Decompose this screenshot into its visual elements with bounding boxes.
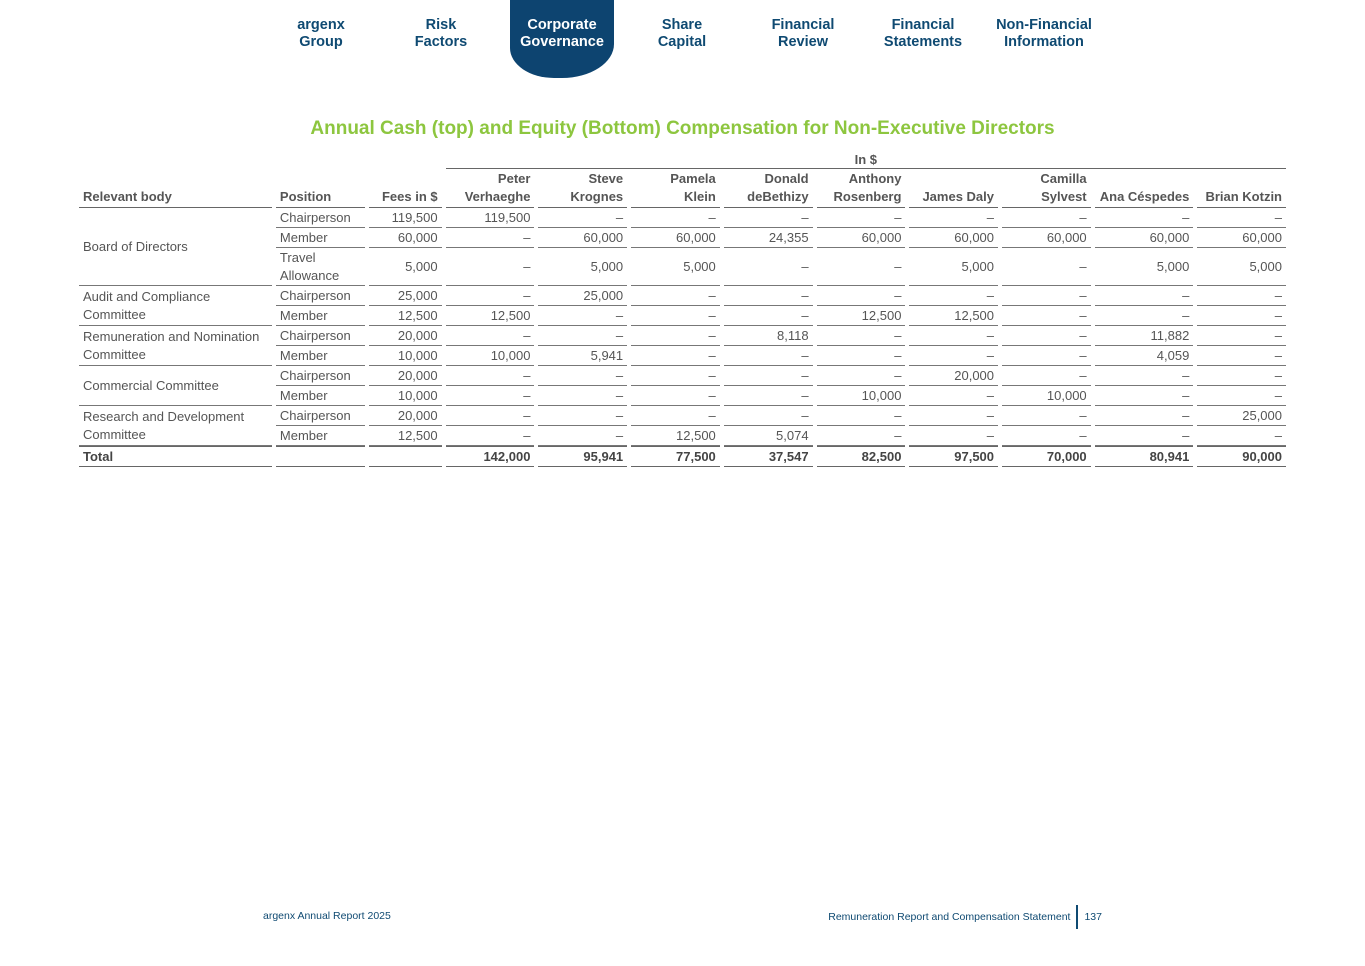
table-row bbox=[79, 208, 1286, 228]
header-group-row bbox=[79, 150, 1286, 169]
tab-label: Risk Factors bbox=[414, 17, 468, 50]
amount-cell: – bbox=[909, 208, 998, 228]
amount-cell: – bbox=[1095, 306, 1194, 326]
amount-cell: – bbox=[909, 286, 998, 306]
amount-cell: 60,000 bbox=[538, 228, 627, 248]
amount-cell: – bbox=[538, 386, 627, 406]
footer-page-info bbox=[828, 905, 1102, 929]
amount-cell: 5,000 bbox=[1095, 248, 1194, 286]
amount-cell: – bbox=[1095, 208, 1194, 228]
relevant-body-cell: Research and Development Committee bbox=[79, 406, 272, 446]
column-header: Anthony Rosenberg bbox=[817, 169, 906, 208]
amount-cell: – bbox=[1095, 286, 1194, 306]
footer-divider bbox=[1076, 905, 1078, 929]
fee-cell: 20,000 bbox=[369, 366, 442, 386]
empty-cell bbox=[276, 446, 365, 467]
amount-cell: – bbox=[1002, 286, 1091, 306]
amount-cell: – bbox=[1197, 346, 1286, 366]
total-amount-cell: 90,000 bbox=[1197, 446, 1286, 467]
amount-cell: 12,500 bbox=[631, 426, 720, 446]
amount-cell: – bbox=[538, 426, 627, 446]
amount-cell: – bbox=[538, 366, 627, 386]
amount-cell: 12,500 bbox=[446, 306, 535, 326]
amount-cell: – bbox=[724, 208, 813, 228]
fee-cell: 12,500 bbox=[369, 426, 442, 446]
amount-cell: – bbox=[1002, 248, 1091, 286]
fee-cell: 10,000 bbox=[369, 346, 442, 366]
amount-cell: – bbox=[446, 426, 535, 446]
amount-cell: 5,074 bbox=[724, 426, 813, 446]
column-header: Brian Kotzin bbox=[1197, 169, 1286, 208]
relevant-body-cell: Commercial Committee bbox=[79, 366, 272, 406]
amount-cell: – bbox=[909, 346, 998, 366]
column-header: Pamela Klein bbox=[631, 169, 720, 208]
table-row bbox=[79, 406, 1286, 426]
amount-cell: – bbox=[1197, 326, 1286, 346]
amount-cell: – bbox=[1002, 208, 1091, 228]
tab-financial-statements[interactable] bbox=[871, 0, 975, 78]
amount-cell: – bbox=[817, 208, 906, 228]
fee-cell: 20,000 bbox=[369, 406, 442, 426]
amount-cell: 5,941 bbox=[538, 346, 627, 366]
amount-cell: – bbox=[631, 386, 720, 406]
position-cell: Chairperson bbox=[276, 326, 365, 346]
amount-cell: – bbox=[1095, 366, 1194, 386]
tab-argenx-group[interactable] bbox=[269, 0, 373, 78]
tab-corporate-governance[interactable] bbox=[510, 0, 614, 78]
table-row bbox=[79, 366, 1286, 386]
amount-cell: – bbox=[1095, 406, 1194, 426]
relevant-body-cell: Remuneration and Nomination Committee bbox=[79, 326, 272, 366]
position-cell: Member bbox=[276, 426, 365, 446]
fee-cell: 60,000 bbox=[369, 228, 442, 248]
amount-cell: 60,000 bbox=[1095, 228, 1194, 248]
amount-cell: – bbox=[446, 406, 535, 426]
amount-cell: – bbox=[1002, 306, 1091, 326]
amount-cell: – bbox=[1197, 386, 1286, 406]
table-row bbox=[79, 326, 1286, 346]
amount-cell: 25,000 bbox=[538, 286, 627, 306]
amount-cell: 25,000 bbox=[1197, 406, 1286, 426]
amount-cell: – bbox=[446, 248, 535, 286]
amount-cell: – bbox=[817, 248, 906, 286]
amount-cell: – bbox=[1197, 306, 1286, 326]
amount-cell: – bbox=[446, 286, 535, 306]
amount-cell: – bbox=[724, 406, 813, 426]
column-header: Position bbox=[276, 169, 365, 208]
amount-cell: – bbox=[817, 286, 906, 306]
amount-cell: – bbox=[446, 228, 535, 248]
currency-group-header: In $ bbox=[446, 150, 1286, 169]
fee-cell: 119,500 bbox=[369, 208, 442, 228]
column-header: James Daly bbox=[909, 169, 998, 208]
column-header-row bbox=[79, 169, 1286, 208]
column-header: Camilla Sylvest bbox=[1002, 169, 1091, 208]
amount-cell: – bbox=[446, 386, 535, 406]
amount-cell: – bbox=[538, 306, 627, 326]
position-cell: Chairperson bbox=[276, 406, 365, 426]
amount-cell: 5,000 bbox=[631, 248, 720, 286]
amount-cell: 5,000 bbox=[538, 248, 627, 286]
tab-label: argenx Group bbox=[297, 17, 345, 50]
column-header: Relevant body bbox=[79, 169, 272, 208]
fee-cell: 25,000 bbox=[369, 286, 442, 306]
relevant-body-cell: Audit and Compliance Committee bbox=[79, 286, 272, 326]
column-header: Fees in $ bbox=[369, 169, 442, 208]
amount-cell: – bbox=[538, 326, 627, 346]
compensation-table bbox=[75, 150, 1290, 467]
amount-cell: 10,000 bbox=[1002, 386, 1091, 406]
amount-cell: – bbox=[631, 286, 720, 306]
amount-cell: – bbox=[724, 386, 813, 406]
amount-cell: – bbox=[446, 366, 535, 386]
amount-cell: – bbox=[631, 326, 720, 346]
tab-label: Share Capital bbox=[657, 17, 707, 50]
table-title: Annual Cash (top) and Equity (Bottom) Compensation for Non-Executive Directors bbox=[310, 118, 1055, 139]
fee-cell: 10,000 bbox=[369, 386, 442, 406]
total-amount-cell: 77,500 bbox=[631, 446, 720, 467]
amount-cell: 60,000 bbox=[1197, 228, 1286, 248]
amount-cell: – bbox=[1002, 326, 1091, 346]
amount-cell: 119,500 bbox=[446, 208, 535, 228]
amount-cell: 10,000 bbox=[446, 346, 535, 366]
position-cell: Chairperson bbox=[276, 366, 365, 386]
tab-label: Financial Statements bbox=[883, 17, 963, 50]
relevant-body-cell: Board of Directors bbox=[79, 208, 272, 286]
tab-non-financial-information[interactable] bbox=[992, 0, 1096, 78]
position-cell: Member bbox=[276, 228, 365, 248]
amount-cell: – bbox=[631, 406, 720, 426]
amount-cell: – bbox=[817, 406, 906, 426]
column-header: Donald deBethizy bbox=[724, 169, 813, 208]
amount-cell: – bbox=[817, 366, 906, 386]
total-amount-cell: 80,941 bbox=[1095, 446, 1194, 467]
amount-cell: – bbox=[817, 346, 906, 366]
amount-cell: – bbox=[724, 306, 813, 326]
amount-cell: – bbox=[1002, 426, 1091, 446]
amount-cell: 60,000 bbox=[631, 228, 720, 248]
amount-cell: – bbox=[1095, 386, 1194, 406]
amount-cell: 12,500 bbox=[909, 306, 998, 326]
amount-cell: – bbox=[631, 208, 720, 228]
amount-cell: – bbox=[909, 426, 998, 446]
total-amount-cell: 82,500 bbox=[817, 446, 906, 467]
total-row bbox=[79, 446, 1286, 467]
tab-label: Corporate Governance bbox=[520, 17, 604, 50]
amount-cell: 20,000 bbox=[909, 366, 998, 386]
amount-cell: – bbox=[724, 248, 813, 286]
amount-cell: – bbox=[724, 366, 813, 386]
amount-cell: 8,118 bbox=[724, 326, 813, 346]
amount-cell: – bbox=[909, 386, 998, 406]
fee-cell: 5,000 bbox=[369, 248, 442, 286]
amount-cell: 60,000 bbox=[817, 228, 906, 248]
amount-cell: – bbox=[631, 306, 720, 326]
position-cell: Member bbox=[276, 346, 365, 366]
table-body bbox=[79, 208, 1286, 467]
amount-cell: – bbox=[631, 366, 720, 386]
total-amount-cell: 95,941 bbox=[538, 446, 627, 467]
tab-financial-review[interactable] bbox=[751, 0, 855, 78]
tab-label: Financial Review bbox=[771, 17, 835, 50]
amount-cell: – bbox=[724, 286, 813, 306]
position-cell: Chairperson bbox=[276, 208, 365, 228]
amount-cell: – bbox=[1002, 366, 1091, 386]
amount-cell: – bbox=[817, 426, 906, 446]
amount-cell: – bbox=[1095, 426, 1194, 446]
amount-cell: – bbox=[631, 346, 720, 366]
total-amount-cell: 142,000 bbox=[446, 446, 535, 467]
empty-cell bbox=[369, 446, 442, 467]
amount-cell: – bbox=[909, 326, 998, 346]
table-row bbox=[79, 286, 1286, 306]
tab-label: Non-Financial Information bbox=[996, 17, 1092, 50]
amount-cell: 12,500 bbox=[817, 306, 906, 326]
amount-cell: 11,882 bbox=[1095, 326, 1194, 346]
amount-cell: 4,059 bbox=[1095, 346, 1194, 366]
amount-cell: – bbox=[446, 326, 535, 346]
position-cell: Member bbox=[276, 306, 365, 326]
footer-report-name: argenx Annual Report 2025 bbox=[263, 910, 391, 922]
tab-share-capital[interactable] bbox=[630, 0, 734, 78]
total-amount-cell: 97,500 bbox=[909, 446, 998, 467]
position-cell: Chairperson bbox=[276, 286, 365, 306]
amount-cell: – bbox=[1002, 406, 1091, 426]
position-cell: Travel Allowance bbox=[276, 248, 365, 286]
top-navigation bbox=[261, 0, 1104, 80]
column-header: Peter Verhaeghe bbox=[446, 169, 535, 208]
amount-cell: 10,000 bbox=[817, 386, 906, 406]
page-number: 137 bbox=[1084, 911, 1102, 923]
amount-cell: – bbox=[1197, 366, 1286, 386]
total-amount-cell: 70,000 bbox=[1002, 446, 1091, 467]
position-cell: Member bbox=[276, 386, 365, 406]
amount-cell: – bbox=[538, 208, 627, 228]
amount-cell: – bbox=[1002, 346, 1091, 366]
total-amount-cell: 37,547 bbox=[724, 446, 813, 467]
total-label: Total bbox=[79, 446, 272, 467]
column-header: Ana Céspedes bbox=[1095, 169, 1194, 208]
tab-risk-factors[interactable] bbox=[389, 0, 493, 78]
amount-cell: – bbox=[1197, 426, 1286, 446]
amount-cell: – bbox=[909, 406, 998, 426]
fee-cell: 12,500 bbox=[369, 306, 442, 326]
amount-cell: 60,000 bbox=[1002, 228, 1091, 248]
amount-cell: 5,000 bbox=[909, 248, 998, 286]
amount-cell: – bbox=[817, 326, 906, 346]
amount-cell: 5,000 bbox=[1197, 248, 1286, 286]
amount-cell: – bbox=[724, 346, 813, 366]
amount-cell: – bbox=[1197, 208, 1286, 228]
amount-cell: – bbox=[538, 406, 627, 426]
column-header: Steve Krognes bbox=[538, 169, 627, 208]
amount-cell: – bbox=[1197, 286, 1286, 306]
footer-section-title: Remuneration Report and Compensation Statement bbox=[828, 911, 1071, 923]
amount-cell: 24,355 bbox=[724, 228, 813, 248]
amount-cell: 60,000 bbox=[909, 228, 998, 248]
fee-cell: 20,000 bbox=[369, 326, 442, 346]
